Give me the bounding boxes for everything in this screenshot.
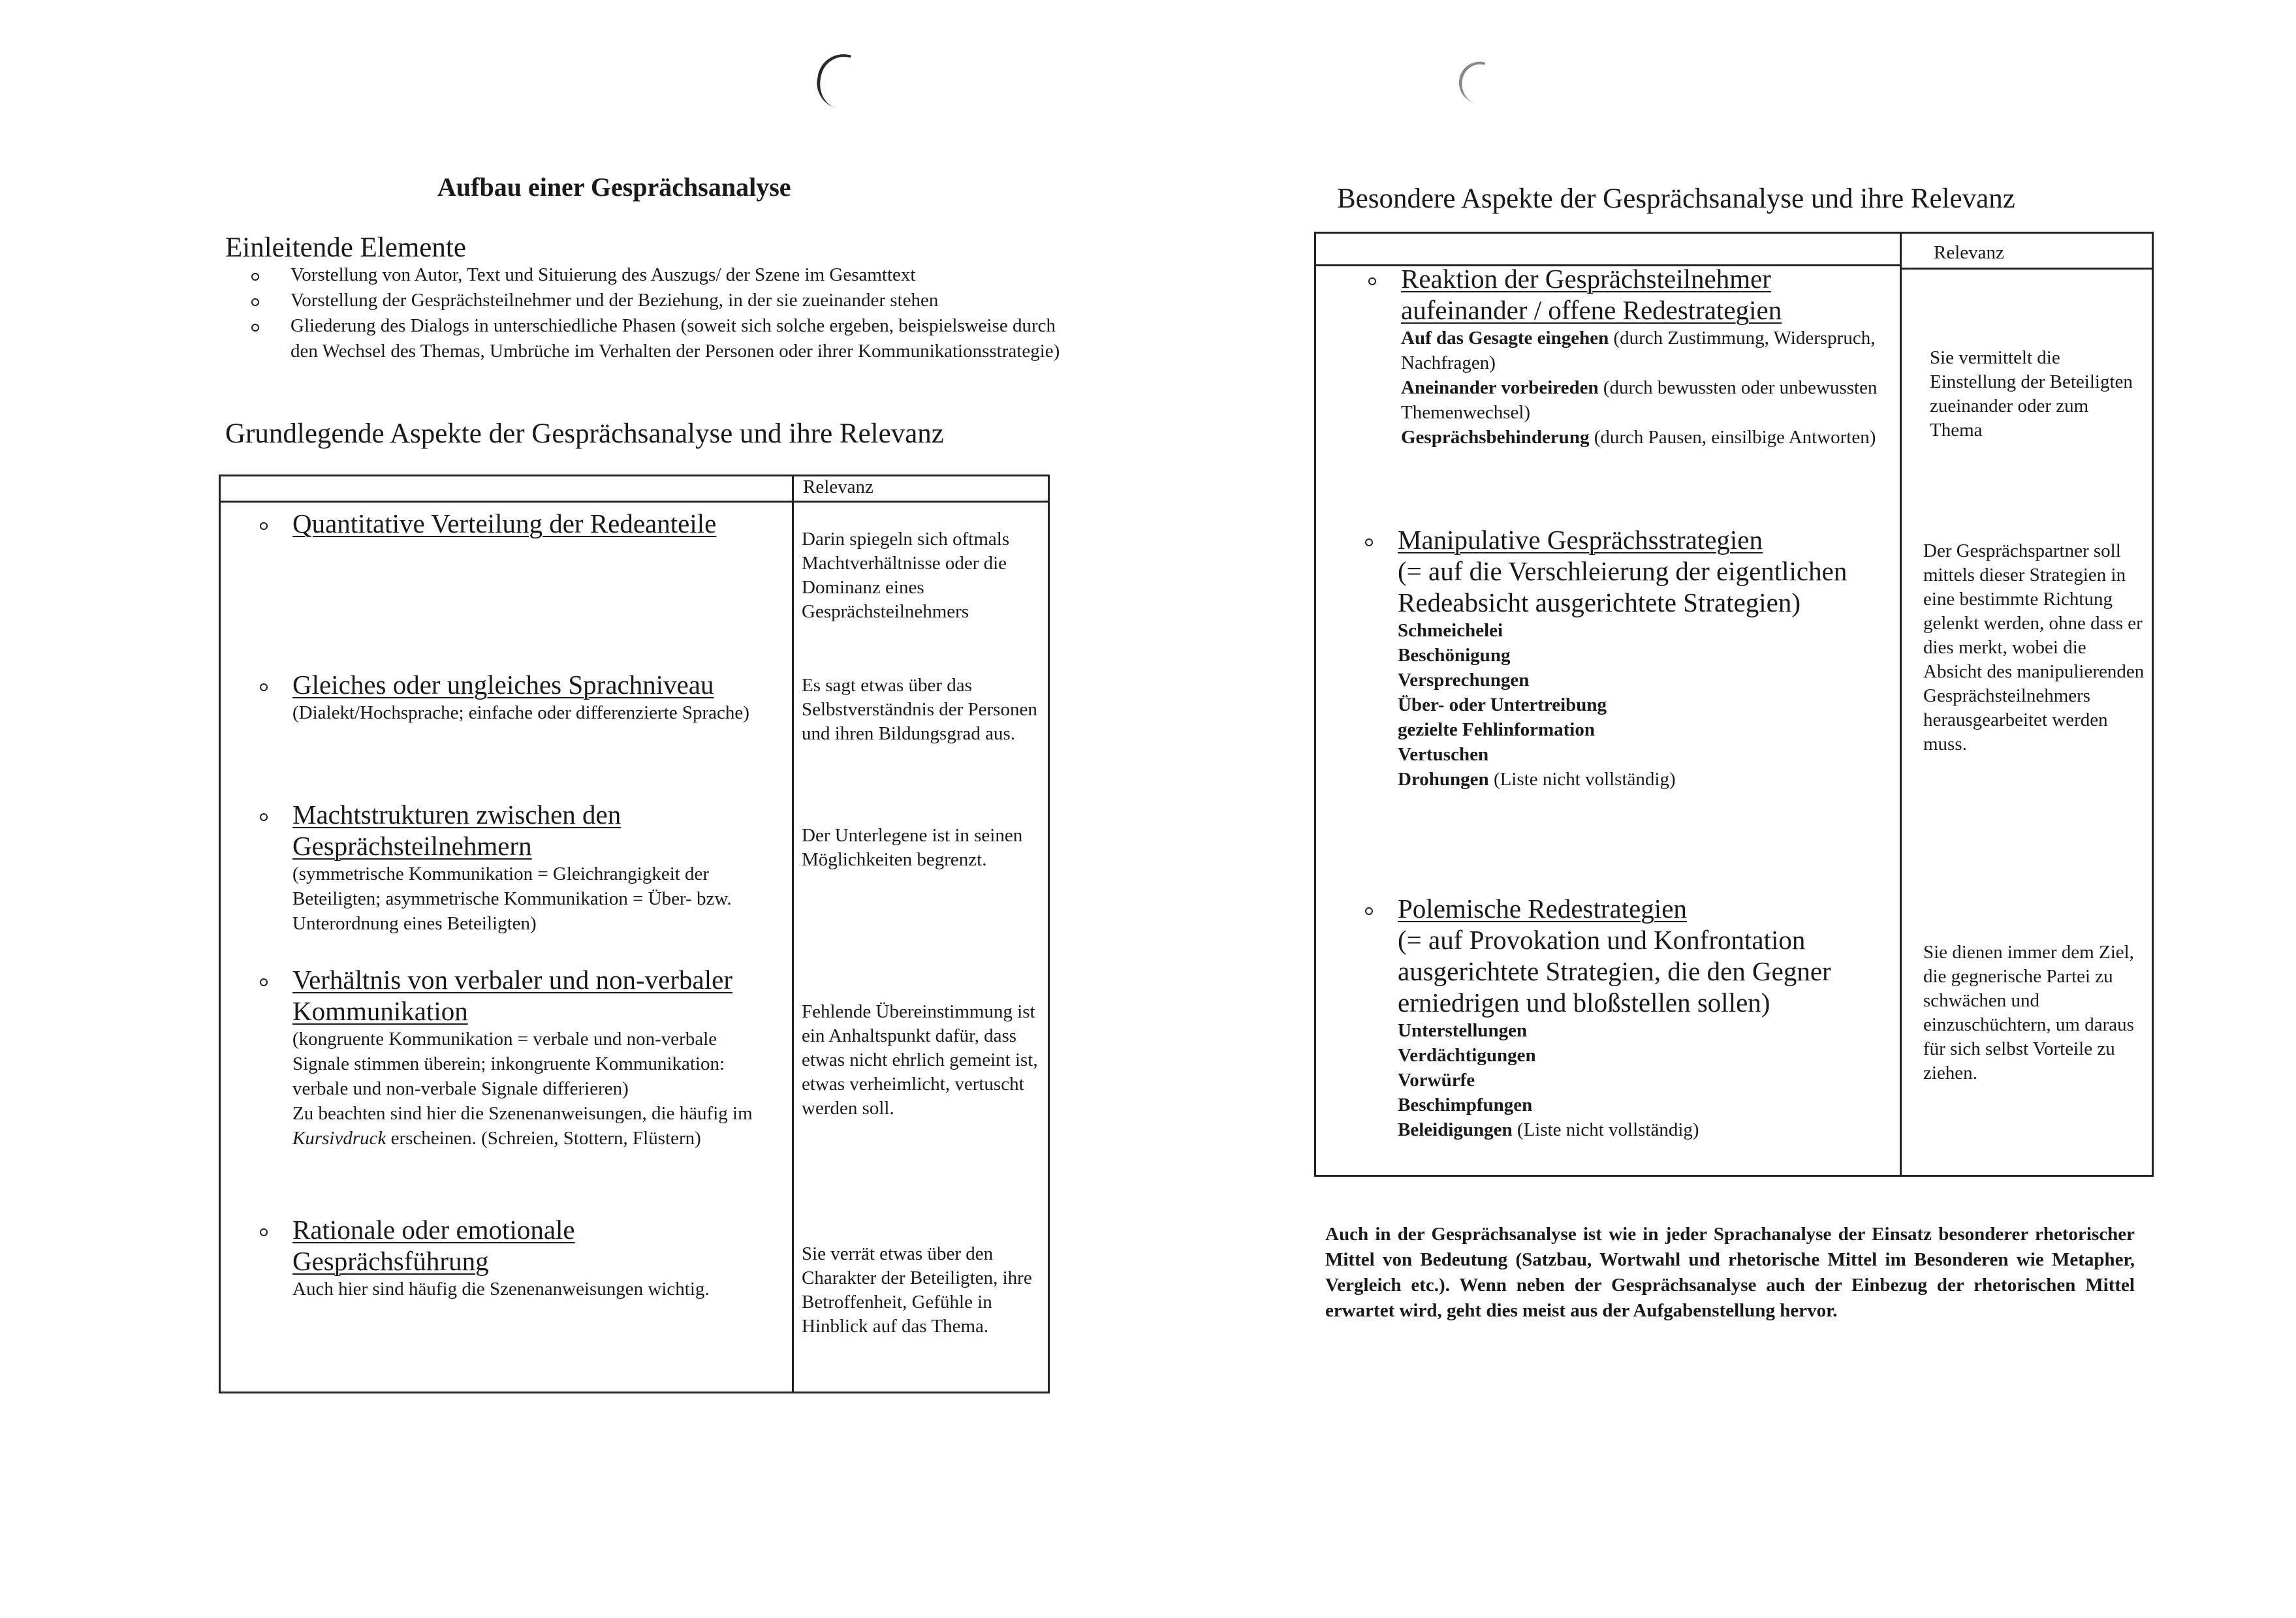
aspect-title: Manipulative Gesprächsstrategien [1398, 525, 1763, 555]
bullet-icon [251, 273, 259, 281]
note-text: erscheinen. (Schreien, Stottern, Flüstern) [386, 1128, 701, 1149]
bullet-icon [1365, 538, 1373, 546]
strategy-item [1398, 767, 1894, 792]
relevance-column-header: Relevanz [1934, 242, 2004, 263]
strategy-name: Beschimpfungen [1398, 1095, 1533, 1115]
aspect-subtitle: (= auf Provokation und Konfrontation ausgerichtete Strategien, die den Gegner erniedrigen und bloßstellen sollen) [1398, 925, 1831, 1018]
bullet-icon [1368, 277, 1376, 285]
intro-heading: Einleitende Elemente [225, 232, 466, 263]
strategy-note: (durch Zustimmung, Widerspruch, Nachfragen) [1401, 328, 1876, 373]
bullet-icon [260, 813, 268, 821]
strategy-name: Beleidigungen [1398, 1119, 1513, 1140]
strategy-name: Gesprächsbehinderung [1401, 427, 1590, 448]
strategy-item [1401, 425, 1884, 450]
aspect-title: Verhältnis von verbaler und non-verbaler Kommunikation [292, 965, 732, 1026]
strategy-name: Über- oder Untertreibung [1398, 694, 1607, 715]
bullet-icon [251, 298, 259, 306]
strategy-item [1398, 1117, 1894, 1142]
aspect-description: (symmetrische Kommunikation = Gleichrangigkeit der Beteiligten; asymmetrische Kommunikation = Über- bzw. Unterordnung eines Beteiligten) [292, 863, 732, 934]
note-italic-text: Kursivdruck [292, 1128, 386, 1149]
relevance-column-header: Relevanz [803, 476, 873, 497]
punch-hole-mark-right [1456, 58, 1486, 103]
strategy-note: (Liste nicht vollständig) [1512, 1119, 1699, 1140]
bullet-icon [251, 324, 259, 332]
strategy-name: Verdächtigungen [1398, 1045, 1536, 1066]
table-row [292, 964, 776, 1151]
aspect-title: Reaktion der Gesprächsteilnehmer aufeinander / offene Redestrategien [1401, 264, 1782, 325]
aspect-description: (kongruente Kommunikation = verbale und non-verbale Signale stimmen überein; inkongruente Kommunikation: verbale und non-verbale Signale differieren) [292, 1029, 725, 1099]
punch-hole-mark-left [813, 50, 851, 110]
table-row [1401, 263, 1884, 450]
table-header-line [221, 501, 1048, 503]
page-title-left: Aufbau einer Gesprächsanalyse [437, 172, 791, 202]
table-row [1398, 524, 1894, 792]
strategy-item [1398, 1018, 1894, 1043]
basic-aspects-heading: Grundlegende Aspekte der Gesprächsanalyse und ihre Relevanz [225, 418, 944, 449]
strategy-item [1398, 1093, 1894, 1117]
footer-paragraph: Auch in der Gesprächsanalyse ist wie in jeder Sprachanalyse der Einsatz besonderer rhetorischer Mittel von Bedeutung (Satzbau, Wortwahl und rhetorische Mittel im Besonderen wie Metapher, Vergleich etc.). Wenn neben der Gesprächsanalyse auch der Einbezug der rhetorischen Mittel erwartet wird, geht dies meist aus der Aufgabenstellung hervor. [1325, 1224, 2135, 1321]
aspect-title: Quantitative Verteilung der Redeanteile [292, 508, 717, 538]
aspect-subtitle: (= auf die Verschleierung der eigentlichen Redeabsicht ausgerichtete Strategien) [1398, 556, 1848, 617]
strategy-name: Aneinander vorbeireden [1401, 377, 1599, 398]
special-aspects-table [1314, 232, 2154, 1177]
table-column-divider [1900, 234, 1902, 1175]
strategy-item [1398, 1068, 1894, 1093]
strategy-item [1398, 618, 1894, 643]
table-row [292, 508, 776, 539]
relevance-text: Fehlende Übereinstimmung ist ein Anhaltspunkt dafür, dass etwas nicht ehrlich gemeint ist, etwas verheimlicht, vertuscht werden soll. [802, 1001, 1038, 1119]
relevance-text: Sie vermittelt die Einstellung der Beteiligten zueinander oder zum Thema [1930, 347, 2133, 441]
bullet-icon [1365, 907, 1373, 915]
relevance-text: Sie verrät etwas über den Charakter der Beteiligten, ihre Betroffenheit, Gefühle in Hinblick auf das Thema. [802, 1243, 1032, 1337]
intro-item-text: Gliederung des Dialogs in unterschiedliche Phasen (soweit sich solche ergeben, beispielsweise durch den Wechsel des Themas, Umbrüche im Verhalten der Personen oder ihrer Kommunikationsstrategie) [291, 315, 1060, 362]
table-column-divider [792, 476, 794, 1392]
relevance-text: Der Gesprächspartner soll mittels dieser Strategien in eine bestimmte Richtung gelenkt werden, ohne dass er dies merkt, wobei die Absicht des manipulierenden Gesprächsteilnehmers herausgearbeitet werden muss. [1923, 540, 2145, 755]
relevance-text: Der Unterlegene ist in seinen Möglichkeiten begrenzt. [802, 825, 1023, 870]
strategy-name: Vertuschen [1398, 744, 1489, 765]
note-text: Zu beachten sind hier die Szenenanweisungen, die häufig im [292, 1103, 753, 1124]
strategy-name: Schmeichelei [1398, 620, 1503, 641]
aspect-description: (Dialekt/Hochsprache; einfache oder differenzierte Sprache) [292, 702, 749, 723]
intro-list [251, 262, 1074, 364]
strategy-item [1398, 668, 1894, 692]
aspect-description-note [292, 1101, 776, 1151]
strategy-name: Versprechungen [1398, 670, 1530, 691]
relevance-text: Sie dienen immer dem Ziel, die gegnerische Partei zu schwächen und einzuschüchtern, um daraus für sich selbst Vorteile zu ziehen. [1923, 942, 2134, 1083]
strategy-name: Unterstellungen [1398, 1020, 1528, 1041]
strategy-item [1398, 692, 1894, 717]
strategy-item [1398, 643, 1894, 668]
strategy-item [1398, 742, 1894, 767]
strategy-name: Vorwürfe [1398, 1070, 1475, 1091]
strategy-item [1398, 717, 1894, 742]
relevance-text: Darin spiegeln sich oftmals Machtverhältnisse oder die Dominanz eines Gesprächsteilnehmers [802, 529, 1010, 622]
strategy-name: gezielte Fehlinformation [1398, 719, 1595, 740]
intro-item [251, 288, 1074, 313]
intro-item-text: Vorstellung der Gesprächsteilnehmer und der Beziehung, in der sie zueinander stehen [291, 290, 939, 311]
bullet-icon [260, 522, 268, 530]
intro-item [251, 313, 1074, 364]
table-row [292, 799, 776, 936]
strategy-note: (durch Pausen, einsilbige Antworten) [1589, 427, 1876, 448]
bullet-icon [260, 978, 268, 986]
strategy-name: Drohungen [1398, 769, 1489, 790]
aspect-title: Gleiches oder ungleiches Sprachniveau [292, 670, 714, 700]
bullet-icon [260, 683, 268, 691]
strategy-item [1401, 375, 1884, 425]
basic-aspects-table [219, 475, 1050, 1393]
strategy-note: (Liste nicht vollständig) [1488, 769, 1676, 790]
intro-item [251, 262, 1074, 288]
strategy-note: (durch bewussten oder unbewussten Themenwechsel) [1401, 377, 1878, 423]
aspect-title: Polemische Redestrategien [1398, 894, 1687, 924]
aspect-title: Rationale oder emotionale Gesprächsführung [292, 1215, 575, 1276]
strategy-name: Beschönigung [1398, 645, 1511, 666]
table-header-line [1900, 268, 2152, 270]
intro-item-text: Vorstellung von Autor, Text und Situierung des Auszugs/ der Szene im Gesamttext [291, 264, 916, 285]
aspect-title: Machtstrukturen zwischen den Gesprächsteilnehmern [292, 800, 621, 861]
bullet-icon [260, 1228, 268, 1236]
special-aspects-heading: Besondere Aspekte der Gesprächsanalyse und ihre Relevanz [1337, 183, 2015, 214]
table-row [292, 1214, 776, 1301]
table-row [292, 669, 776, 725]
aspect-description: Auch hier sind häufig die Szenenanweisungen wichtig. [292, 1279, 710, 1299]
strategy-name: Auf das Gesagte eingehen [1401, 328, 1609, 349]
strategy-item [1401, 326, 1884, 375]
strategy-item [1398, 1043, 1894, 1068]
relevance-text: Es sagt etwas über das Selbstverständnis der Personen und ihren Bildungsgrad aus. [802, 675, 1037, 744]
table-row [1398, 893, 1894, 1142]
